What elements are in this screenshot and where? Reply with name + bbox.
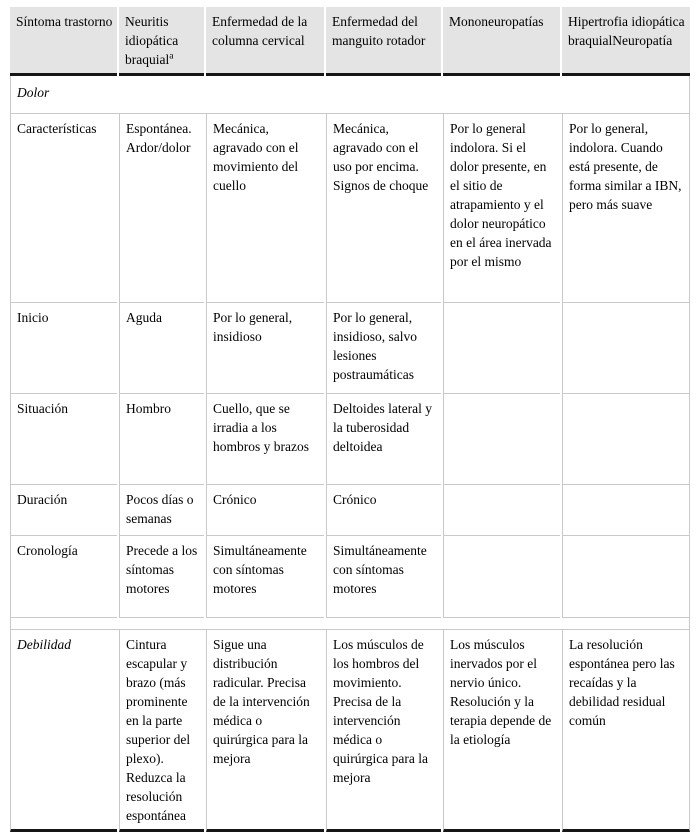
section-label: Dolor bbox=[17, 85, 50, 100]
row-label: Situación bbox=[10, 394, 117, 485]
footnote-marker: a bbox=[169, 51, 174, 62]
cell bbox=[562, 536, 690, 618]
column-header-hipertrofia bbox=[562, 7, 690, 76]
column-header-label: Neuritis idiopática braquial bbox=[125, 14, 179, 67]
cell: Precede a los síntomas motores bbox=[119, 536, 204, 618]
cell: Cintura escapular y brazo (más prominente en la parte superior del plexo). Reduzca la resolución espontánea bbox=[119, 630, 204, 832]
cell: Por lo general, insidioso, salvo lesiones postraumáticas bbox=[326, 303, 441, 394]
cell bbox=[562, 485, 690, 536]
cell bbox=[562, 303, 690, 394]
cell: La resolución espontánea pero las recaídas y la debilidad residual común bbox=[562, 630, 690, 832]
cell: Los músculos de los hombros del movimiento. Precisa de la intervención médica o quirúrgica para la mejora bbox=[326, 630, 441, 832]
cell: Mecánica, agravado con el uso por encima. Signos de choque bbox=[326, 114, 441, 303]
column-header-label: Mononeuropatías bbox=[449, 14, 544, 29]
table-row-situacion bbox=[10, 394, 690, 485]
header-row bbox=[10, 7, 690, 76]
row-label: Cronología bbox=[10, 536, 117, 618]
row-label: Debilidad bbox=[10, 630, 117, 832]
column-header-label: Síntoma trastorno bbox=[16, 14, 113, 29]
column-header-neuritis bbox=[119, 7, 204, 76]
row-label: Inicio bbox=[10, 303, 117, 394]
cell: Crónico bbox=[326, 485, 441, 536]
cell bbox=[443, 394, 560, 485]
cell: Hombro bbox=[119, 394, 204, 485]
column-header-label: Enfermedad de la columna cervical bbox=[212, 14, 308, 48]
section-cell bbox=[10, 76, 690, 114]
cell: Por lo general, insidioso bbox=[206, 303, 324, 394]
cell bbox=[443, 536, 560, 618]
table-row-inicio bbox=[10, 303, 690, 394]
cell: Deltoides lateral y la tuberosidad deltoidea bbox=[326, 394, 441, 485]
spacer-cell bbox=[10, 618, 690, 630]
column-header-sintoma bbox=[10, 7, 117, 76]
cell bbox=[562, 394, 690, 485]
row-label: Características bbox=[10, 114, 117, 303]
cell: Espontánea. Ardor/dolor bbox=[119, 114, 204, 303]
table-row-cronologia bbox=[10, 536, 690, 618]
section-spacer-row bbox=[10, 618, 690, 630]
table-row-caracteristicas bbox=[10, 114, 690, 303]
cell: Sigue una distribución radicular. Precisa de la intervención médica o quirúrgica para la mejora bbox=[206, 630, 324, 832]
row-label: Duración bbox=[10, 485, 117, 536]
cell bbox=[443, 485, 560, 536]
column-header-label: Hipertrofia idiopática braquialNeuropatía bbox=[568, 14, 685, 48]
cell: Por lo general, indolora. Cuando está presente, de forma similar a IBN, pero más suave bbox=[562, 114, 690, 303]
cell: Pocos días o semanas bbox=[119, 485, 204, 536]
column-header-label: Enfermedad del manguito rotador bbox=[332, 14, 426, 48]
cell: Crónico bbox=[206, 485, 324, 536]
cell: Mecánica, agravado con el movimiento del cuello bbox=[206, 114, 324, 303]
cell: Simultáneamente con síntomas motores bbox=[206, 536, 324, 618]
column-header-columna-cervical bbox=[206, 7, 324, 76]
symptom-comparison-table bbox=[8, 7, 692, 832]
column-header-mononeuropatias bbox=[443, 7, 560, 76]
cell bbox=[443, 303, 560, 394]
cell: Cuello, que se irradia a los hombros y brazos bbox=[206, 394, 324, 485]
section-row-dolor bbox=[10, 76, 690, 114]
table-row-debilidad bbox=[10, 630, 690, 832]
table-row-duracion bbox=[10, 485, 690, 536]
cell: Los músculos inervados por el nervio único. Resolución y la terapia depende de la etiología bbox=[443, 630, 560, 832]
cell: Simultáneamente con síntomas motores bbox=[326, 536, 441, 618]
cell: Aguda bbox=[119, 303, 204, 394]
cell: Por lo general indolora. Si el dolor presente, en el sitio de atrapamiento y el dolor neuropático en el área inervada por el mismo bbox=[443, 114, 560, 303]
column-header-manguito-rotador bbox=[326, 7, 441, 76]
